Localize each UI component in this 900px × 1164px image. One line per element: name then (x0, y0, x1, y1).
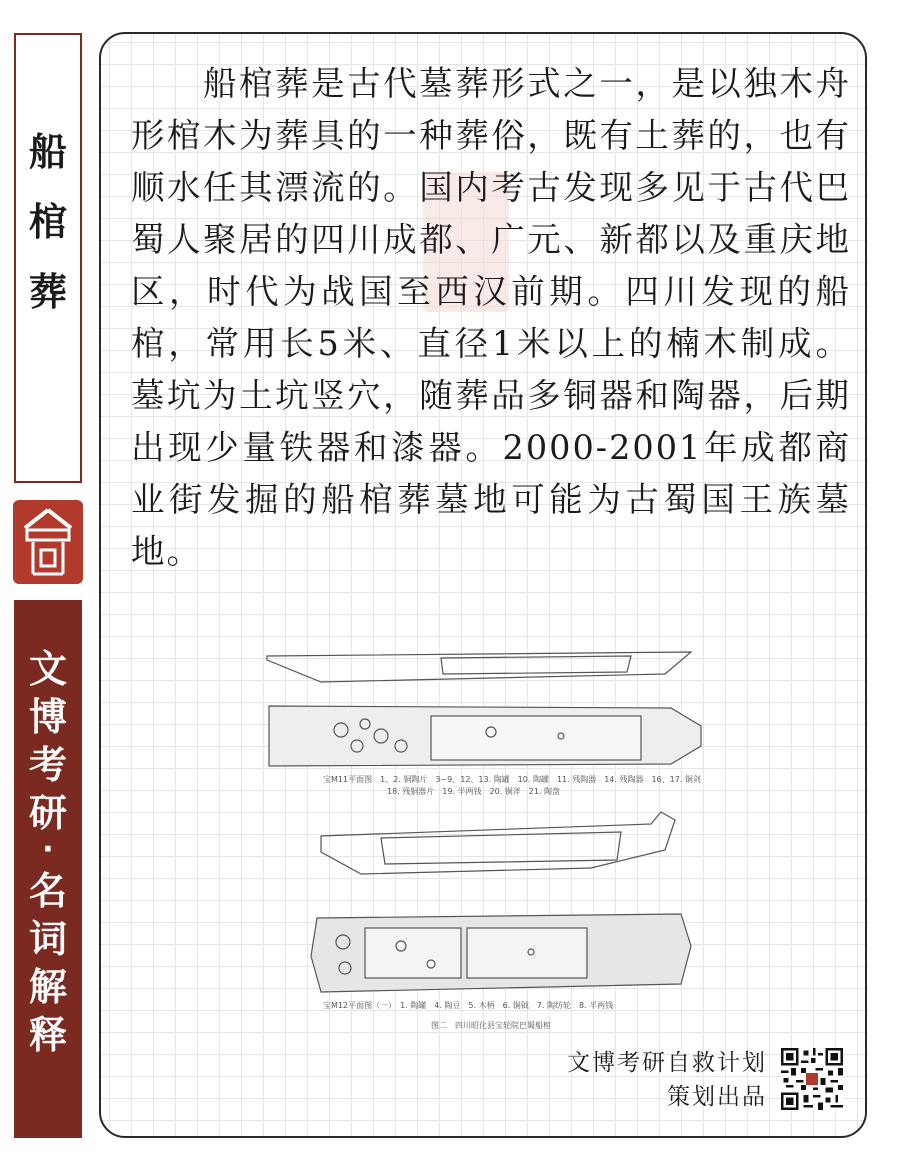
title-char: 棺 (28, 200, 67, 244)
banner-char: 文 (28, 647, 67, 691)
figure-caption: 图二 四川昭化县宝轮院巴蜀船棺 (431, 1021, 551, 1030)
article-body: 船棺葬是古代墓葬形式之一，是以独木舟形棺木为葬具的一种葬俗，既有土葬的，也有顺水任其漂流的。国内考古发现多见于古代巴蜀人聚居的四川成都、广元、新都以及重庆地区，时代为战国至西汉前期。四川发现的船棺，常用长5米、直径1米以上的楠木制成。墓坑为土坑竖穴，随葬品多铜器和陶器，后期出现少量铁器和漆器。2000-2001年成都商业街发掘的船棺葬墓地可能为古蜀国王族墓地。 (131, 64, 851, 571)
figure-caption: 宝M12平面图（一） 1. 陶罐 4. 陶豆 5. 木柄 6. 铜钺 7. 陶纺轮 8. 半两钱 (323, 1001, 614, 1010)
credit-line: 文博考研自救计划 (567, 1050, 767, 1076)
banner-char: 释 (28, 1013, 67, 1057)
banner-separator: · (42, 832, 54, 867)
title-char: 船 (28, 130, 67, 174)
qr-code-icon (781, 1048, 843, 1110)
banner-char: 名 (28, 869, 67, 913)
grid-paper-card (99, 32, 867, 1138)
seal-logo-icon (13, 500, 83, 584)
credit-line: 策划出品 (667, 1084, 767, 1110)
series-banner (14, 600, 82, 1138)
credit-block (567, 1046, 767, 1114)
title-char: 葬 (28, 270, 67, 314)
banner-char: 研 (28, 791, 67, 835)
figure-caption: 宝M11平面图 1、2. 铜陶片 3~9、12、13. 陶罐 10. 陶罐 11. 残陶器 14. 残陶器 16、17. 铜剑 (323, 775, 701, 784)
vertical-title-box (14, 33, 82, 483)
figure-caption: 18. 残铜器片 19. 半两钱 20. 铜斧 21. 陶盘 (387, 787, 561, 796)
banner-char: 词 (28, 917, 67, 961)
boat-coffin-drawing (261, 646, 721, 1046)
banner-char: 考 (28, 743, 67, 787)
banner-char: 博 (28, 695, 67, 739)
banner-char: 解 (28, 965, 67, 1009)
